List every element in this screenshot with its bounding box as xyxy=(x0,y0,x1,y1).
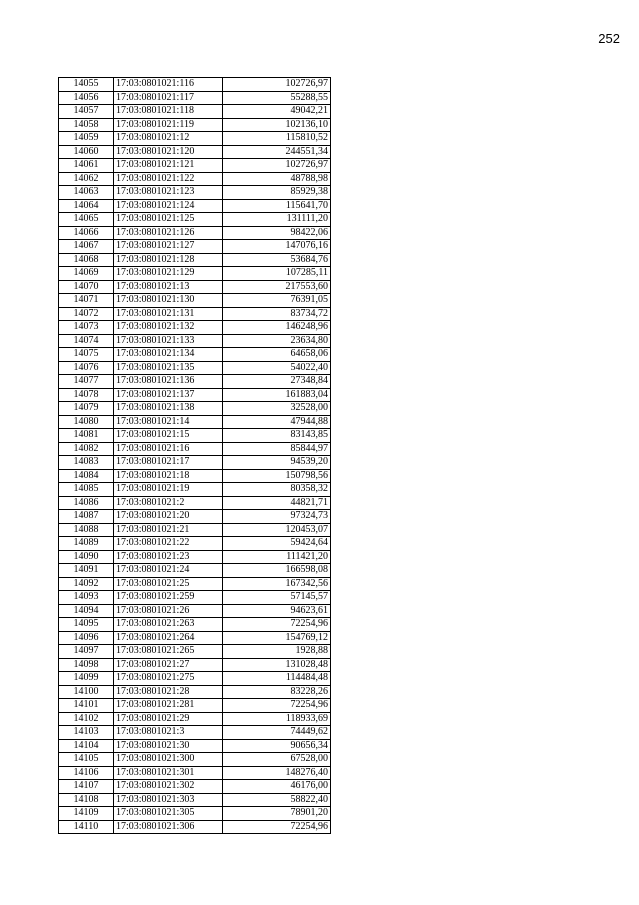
table-row xyxy=(59,132,331,146)
data-table xyxy=(58,77,331,834)
table-row xyxy=(59,334,331,348)
table-row xyxy=(59,577,331,591)
row-number-cell: 14097 xyxy=(59,645,114,659)
value-cell: 85844,97 xyxy=(223,442,331,456)
row-number-cell: 14086 xyxy=(59,496,114,510)
cadastral-number-cell: 17:03:0801021:135 xyxy=(114,361,223,375)
cadastral-number-cell: 17:03:0801021:15 xyxy=(114,429,223,443)
cadastral-number-cell: 17:03:0801021:264 xyxy=(114,631,223,645)
table-row xyxy=(59,739,331,753)
cadastral-number-cell: 17:03:0801021:125 xyxy=(114,213,223,227)
table-row xyxy=(59,483,331,497)
value-cell: 150798,56 xyxy=(223,469,331,483)
cadastral-number-cell: 17:03:0801021:134 xyxy=(114,348,223,362)
row-number-cell: 14103 xyxy=(59,726,114,740)
row-number-cell: 14070 xyxy=(59,280,114,294)
row-number-cell: 14109 xyxy=(59,807,114,821)
cadastral-number-cell: 17:03:0801021:275 xyxy=(114,672,223,686)
value-cell: 1928,88 xyxy=(223,645,331,659)
table-row xyxy=(59,496,331,510)
table-row xyxy=(59,726,331,740)
value-cell: 217553,60 xyxy=(223,280,331,294)
row-number-cell: 14091 xyxy=(59,564,114,578)
table-row xyxy=(59,631,331,645)
table-row xyxy=(59,361,331,375)
cadastral-number-cell: 17:03:0801021:138 xyxy=(114,402,223,416)
row-number-cell: 14078 xyxy=(59,388,114,402)
cadastral-number-cell: 17:03:0801021:28 xyxy=(114,685,223,699)
table-body xyxy=(59,78,331,834)
row-number-cell: 14094 xyxy=(59,604,114,618)
row-number-cell: 14083 xyxy=(59,456,114,470)
cadastral-number-cell: 17:03:0801021:128 xyxy=(114,253,223,267)
cadastral-number-cell: 17:03:0801021:124 xyxy=(114,199,223,213)
row-number-cell: 14058 xyxy=(59,118,114,132)
cadastral-number-cell: 17:03:0801021:305 xyxy=(114,807,223,821)
row-number-cell: 14073 xyxy=(59,321,114,335)
value-cell: 72254,96 xyxy=(223,820,331,834)
table-row xyxy=(59,645,331,659)
row-number-cell: 14085 xyxy=(59,483,114,497)
cadastral-number-cell: 17:03:0801021:20 xyxy=(114,510,223,524)
value-cell: 47944,88 xyxy=(223,415,331,429)
value-cell: 83143,85 xyxy=(223,429,331,443)
table-row xyxy=(59,699,331,713)
table-row xyxy=(59,186,331,200)
cadastral-number-cell: 17:03:0801021:121 xyxy=(114,159,223,173)
table-row xyxy=(59,402,331,416)
row-number-cell: 14088 xyxy=(59,523,114,537)
value-cell: 46176,00 xyxy=(223,780,331,794)
row-number-cell: 14110 xyxy=(59,820,114,834)
table-row xyxy=(59,550,331,564)
cadastral-number-cell: 17:03:0801021:301 xyxy=(114,766,223,780)
row-number-cell: 14076 xyxy=(59,361,114,375)
cadastral-number-cell: 17:03:0801021:123 xyxy=(114,186,223,200)
cadastral-number-cell: 17:03:0801021:29 xyxy=(114,712,223,726)
cadastral-number-cell: 17:03:0801021:137 xyxy=(114,388,223,402)
cadastral-number-cell: 17:03:0801021:3 xyxy=(114,726,223,740)
table-row xyxy=(59,672,331,686)
value-cell: 55288,55 xyxy=(223,91,331,105)
value-cell: 59424,64 xyxy=(223,537,331,551)
table-row xyxy=(59,321,331,335)
cadastral-number-cell: 17:03:0801021:14 xyxy=(114,415,223,429)
value-cell: 114484,48 xyxy=(223,672,331,686)
cadastral-number-cell: 17:03:0801021:259 xyxy=(114,591,223,605)
table-row xyxy=(59,510,331,524)
cadastral-number-cell: 17:03:0801021:17 xyxy=(114,456,223,470)
row-number-cell: 14100 xyxy=(59,685,114,699)
table-row xyxy=(59,456,331,470)
row-number-cell: 14096 xyxy=(59,631,114,645)
value-cell: 32528,00 xyxy=(223,402,331,416)
table-row xyxy=(59,780,331,794)
row-number-cell: 14065 xyxy=(59,213,114,227)
value-cell: 64658,06 xyxy=(223,348,331,362)
table-row xyxy=(59,159,331,173)
table-row xyxy=(59,469,331,483)
row-number-cell: 14063 xyxy=(59,186,114,200)
cadastral-number-cell: 17:03:0801021:127 xyxy=(114,240,223,254)
row-number-cell: 14079 xyxy=(59,402,114,416)
cadastral-number-cell: 17:03:0801021:16 xyxy=(114,442,223,456)
value-cell: 72254,96 xyxy=(223,699,331,713)
row-number-cell: 14084 xyxy=(59,469,114,483)
cadastral-number-cell: 17:03:0801021:13 xyxy=(114,280,223,294)
value-cell: 67528,00 xyxy=(223,753,331,767)
value-cell: 53684,76 xyxy=(223,253,331,267)
row-number-cell: 14059 xyxy=(59,132,114,146)
cadastral-number-cell: 17:03:0801021:25 xyxy=(114,577,223,591)
value-cell: 102136,10 xyxy=(223,118,331,132)
cadastral-number-cell: 17:03:0801021:130 xyxy=(114,294,223,308)
row-number-cell: 14092 xyxy=(59,577,114,591)
cadastral-number-cell: 17:03:0801021:302 xyxy=(114,780,223,794)
row-number-cell: 14074 xyxy=(59,334,114,348)
cadastral-number-cell: 17:03:0801021:136 xyxy=(114,375,223,389)
row-number-cell: 14061 xyxy=(59,159,114,173)
row-number-cell: 14057 xyxy=(59,105,114,119)
table-row xyxy=(59,618,331,632)
value-cell: 44821,71 xyxy=(223,496,331,510)
value-cell: 94539,20 xyxy=(223,456,331,470)
row-number-cell: 14106 xyxy=(59,766,114,780)
value-cell: 98422,06 xyxy=(223,226,331,240)
row-number-cell: 14062 xyxy=(59,172,114,186)
table-row xyxy=(59,240,331,254)
value-cell: 120453,07 xyxy=(223,523,331,537)
table-row xyxy=(59,564,331,578)
value-cell: 107285,11 xyxy=(223,267,331,281)
value-cell: 83228,26 xyxy=(223,685,331,699)
row-number-cell: 14087 xyxy=(59,510,114,524)
value-cell: 118933,69 xyxy=(223,712,331,726)
table-row xyxy=(59,172,331,186)
cadastral-number-cell: 17:03:0801021:26 xyxy=(114,604,223,618)
row-number-cell: 14055 xyxy=(59,78,114,92)
table-row xyxy=(59,766,331,780)
value-cell: 72254,96 xyxy=(223,618,331,632)
table-row xyxy=(59,78,331,92)
table-row xyxy=(59,294,331,308)
row-number-cell: 14093 xyxy=(59,591,114,605)
table-row xyxy=(59,213,331,227)
row-number-cell: 14107 xyxy=(59,780,114,794)
cadastral-number-cell: 17:03:0801021:21 xyxy=(114,523,223,537)
table-row xyxy=(59,685,331,699)
value-cell: 97324,73 xyxy=(223,510,331,524)
value-cell: 115810,52 xyxy=(223,132,331,146)
cadastral-number-cell: 17:03:0801021:2 xyxy=(114,496,223,510)
table-row xyxy=(59,267,331,281)
table-row xyxy=(59,523,331,537)
cadastral-number-cell: 17:03:0801021:131 xyxy=(114,307,223,321)
cadastral-number-cell: 17:03:0801021:303 xyxy=(114,793,223,807)
value-cell: 48788,98 xyxy=(223,172,331,186)
row-number-cell: 14068 xyxy=(59,253,114,267)
cadastral-number-cell: 17:03:0801021:122 xyxy=(114,172,223,186)
table-row xyxy=(59,604,331,618)
row-number-cell: 14108 xyxy=(59,793,114,807)
row-number-cell: 14080 xyxy=(59,415,114,429)
table-row xyxy=(59,145,331,159)
cadastral-number-cell: 17:03:0801021:129 xyxy=(114,267,223,281)
table-row xyxy=(59,105,331,119)
table-row xyxy=(59,753,331,767)
value-cell: 94623,61 xyxy=(223,604,331,618)
value-cell: 115641,70 xyxy=(223,199,331,213)
cadastral-number-cell: 17:03:0801021:133 xyxy=(114,334,223,348)
row-number-cell: 14060 xyxy=(59,145,114,159)
row-number-cell: 14098 xyxy=(59,658,114,672)
row-number-cell: 14075 xyxy=(59,348,114,362)
value-cell: 54022,40 xyxy=(223,361,331,375)
page-number: 252 xyxy=(598,31,620,46)
table-row xyxy=(59,658,331,672)
cadastral-number-cell: 17:03:0801021:12 xyxy=(114,132,223,146)
table-row xyxy=(59,793,331,807)
value-cell: 90656,34 xyxy=(223,739,331,753)
value-cell: 74449,62 xyxy=(223,726,331,740)
row-number-cell: 14064 xyxy=(59,199,114,213)
row-number-cell: 14102 xyxy=(59,712,114,726)
row-number-cell: 14090 xyxy=(59,550,114,564)
value-cell: 23634,80 xyxy=(223,334,331,348)
table-row xyxy=(59,807,331,821)
value-cell: 154769,12 xyxy=(223,631,331,645)
table-row xyxy=(59,429,331,443)
value-cell: 58822,40 xyxy=(223,793,331,807)
value-cell: 83734,72 xyxy=(223,307,331,321)
value-cell: 102726,97 xyxy=(223,159,331,173)
table-row xyxy=(59,253,331,267)
row-number-cell: 14104 xyxy=(59,739,114,753)
cadastral-number-cell: 17:03:0801021:281 xyxy=(114,699,223,713)
value-cell: 76391,05 xyxy=(223,294,331,308)
row-number-cell: 14071 xyxy=(59,294,114,308)
cadastral-number-cell: 17:03:0801021:27 xyxy=(114,658,223,672)
table-row xyxy=(59,591,331,605)
cadastral-number-cell: 17:03:0801021:119 xyxy=(114,118,223,132)
value-cell: 49042,21 xyxy=(223,105,331,119)
value-cell: 244551,34 xyxy=(223,145,331,159)
cadastral-number-cell: 17:03:0801021:265 xyxy=(114,645,223,659)
value-cell: 146248,96 xyxy=(223,321,331,335)
table-row xyxy=(59,280,331,294)
cadastral-number-cell: 17:03:0801021:30 xyxy=(114,739,223,753)
row-number-cell: 14067 xyxy=(59,240,114,254)
value-cell: 167342,56 xyxy=(223,577,331,591)
row-number-cell: 14099 xyxy=(59,672,114,686)
value-cell: 27348,84 xyxy=(223,375,331,389)
value-cell: 111421,20 xyxy=(223,550,331,564)
cadastral-number-cell: 17:03:0801021:18 xyxy=(114,469,223,483)
table-row xyxy=(59,375,331,389)
table-row xyxy=(59,415,331,429)
table-row xyxy=(59,712,331,726)
value-cell: 78901,20 xyxy=(223,807,331,821)
value-cell: 148276,40 xyxy=(223,766,331,780)
table-row xyxy=(59,348,331,362)
cadastral-number-cell: 17:03:0801021:24 xyxy=(114,564,223,578)
row-number-cell: 14082 xyxy=(59,442,114,456)
value-cell: 131028,48 xyxy=(223,658,331,672)
row-number-cell: 14056 xyxy=(59,91,114,105)
value-cell: 57145,57 xyxy=(223,591,331,605)
cadastral-number-cell: 17:03:0801021:117 xyxy=(114,91,223,105)
table-row xyxy=(59,388,331,402)
table-row xyxy=(59,307,331,321)
cadastral-number-cell: 17:03:0801021:120 xyxy=(114,145,223,159)
cadastral-number-cell: 17:03:0801021:263 xyxy=(114,618,223,632)
row-number-cell: 14077 xyxy=(59,375,114,389)
row-number-cell: 14089 xyxy=(59,537,114,551)
row-number-cell: 14081 xyxy=(59,429,114,443)
cadastral-number-cell: 17:03:0801021:132 xyxy=(114,321,223,335)
cadastral-number-cell: 17:03:0801021:126 xyxy=(114,226,223,240)
row-number-cell: 14069 xyxy=(59,267,114,281)
row-number-cell: 14066 xyxy=(59,226,114,240)
cadastral-number-cell: 17:03:0801021:22 xyxy=(114,537,223,551)
table-row xyxy=(59,118,331,132)
cadastral-number-cell: 17:03:0801021:306 xyxy=(114,820,223,834)
cadastral-number-cell: 17:03:0801021:116 xyxy=(114,78,223,92)
value-cell: 85929,38 xyxy=(223,186,331,200)
value-cell: 161883,04 xyxy=(223,388,331,402)
row-number-cell: 14101 xyxy=(59,699,114,713)
table-row xyxy=(59,226,331,240)
table-row xyxy=(59,820,331,834)
value-cell: 131111,20 xyxy=(223,213,331,227)
value-cell: 147076,16 xyxy=(223,240,331,254)
row-number-cell: 14105 xyxy=(59,753,114,767)
cadastral-number-cell: 17:03:0801021:118 xyxy=(114,105,223,119)
table-row xyxy=(59,91,331,105)
value-cell: 166598,08 xyxy=(223,564,331,578)
value-cell: 102726,97 xyxy=(223,78,331,92)
cadastral-number-cell: 17:03:0801021:300 xyxy=(114,753,223,767)
table-row xyxy=(59,537,331,551)
cadastral-number-cell: 17:03:0801021:23 xyxy=(114,550,223,564)
table-row xyxy=(59,199,331,213)
row-number-cell: 14095 xyxy=(59,618,114,632)
row-number-cell: 14072 xyxy=(59,307,114,321)
cadastral-number-cell: 17:03:0801021:19 xyxy=(114,483,223,497)
value-cell: 80358,32 xyxy=(223,483,331,497)
table-row xyxy=(59,442,331,456)
